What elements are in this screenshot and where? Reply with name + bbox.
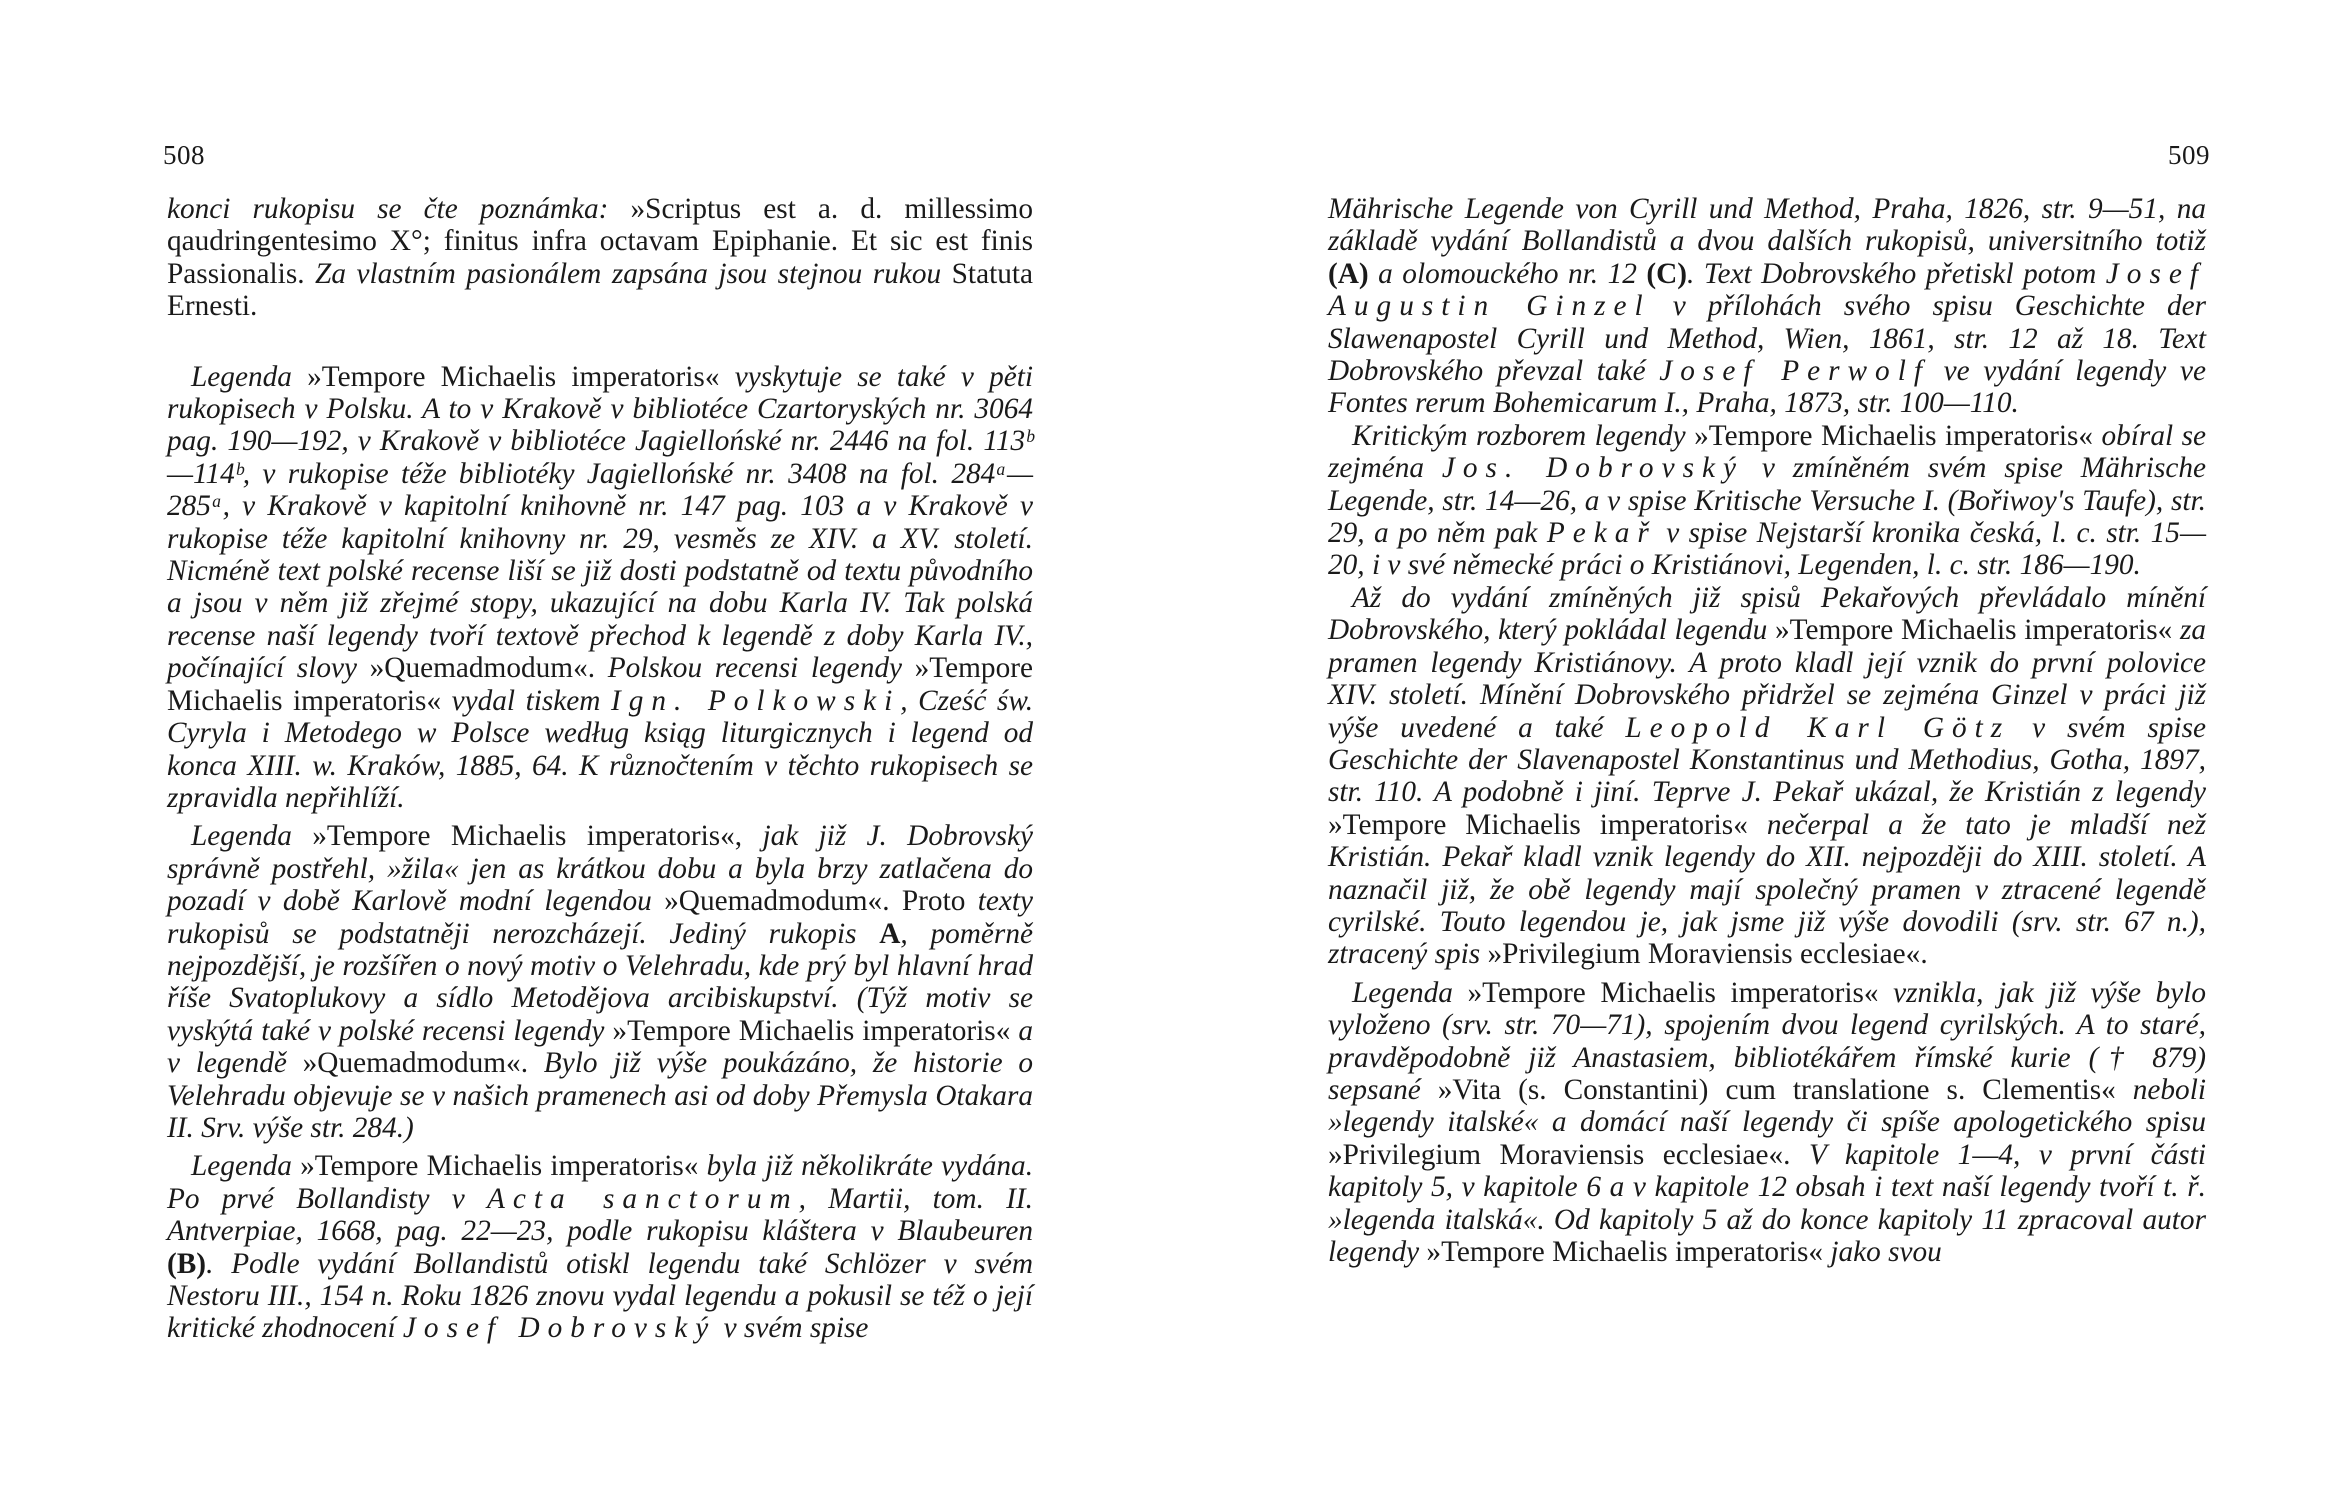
text-run: nečerpal a že tato je mladší než Kristián. Pekař kladl vznik legendy do XII. nejpozději do XIII. století. A naznačil již, že obě legendy mají společný pramen v ztracené legendě cyrilské. Touto legendou je, jak jsme již výše dovodili (srv. str. 67 n.), ztracený spis: [1328, 808, 2206, 971]
text-run: Legenda: [1352, 976, 1468, 1009]
text-run: jako svou: [1830, 1236, 1942, 1268]
paragraph: [167, 820, 1033, 1144]
text-run: v svém spise: [716, 1312, 869, 1345]
text-run: »Tempore Michaelis imperatoris«: [1426, 1236, 1831, 1268]
text-run: Statuta Ernesti.: [167, 257, 1034, 323]
text-run: (B): [167, 1247, 207, 1280]
text-run: v spise Nejstarší kronika česká, l. c. str. 15—20, i v své německé práci o Kristiánovi, Legenden, l. c. str. 186—190.: [1328, 517, 2207, 582]
text-run: »Tempore Michaelis imperatoris«: [167, 652, 1033, 717]
text-run: (A): [1328, 257, 1369, 290]
text-run: »Quemadmodum«.: [302, 1047, 544, 1080]
text-run: . Text Dobrovského přetiskl potom: [1687, 257, 2106, 290]
paragraph: [1328, 582, 2206, 971]
text-run: Mährische Legende von Cyrill und Method, Praha, 1826, str. 9—51, na základě vydání Bollandistů a dvou dalších rukopisů, universitního totiž: [1328, 193, 2206, 258]
text-run: Legenda: [191, 820, 313, 853]
text-run: »Quemadmodum«. Proto: [664, 885, 978, 918]
text-run: »Tempore Michaelis imperatoris«: [1328, 808, 1767, 841]
text-run: Josef Augustin Ginzel: [1328, 257, 2206, 323]
text-run: »Quemadmodum«.: [369, 652, 608, 685]
text-run: ve vydání legendy ve Fontes rerum Bohemicarum I., Praha, 1873, str. 100—110.: [1328, 355, 2206, 420]
paragraph: [1328, 420, 2206, 582]
page-number: 509: [2168, 140, 2210, 170]
text-run: obíral se zejména: [1328, 419, 2206, 485]
text-run: jen as krátkou dobu a byla brzy zatlačena do pozadí v době Karlově modní legendou: [167, 852, 1033, 918]
text-run: neboli »legendy italské« a domácí naší legendy či spíše apologetického spisu: [1328, 1073, 2206, 1139]
text-run: a olomouckého nr. 12: [1368, 257, 1647, 290]
text-run: Bylo již výše poukázáno, že historie o Velehradu objevuje se v našich pramenech asi od doby Přemysla Otakara II. Srv. výše str. 284.): [167, 1047, 1033, 1144]
text-run: , Cześć św. Cyryla i Metodego w Polsce według ksiąg liturgicznych i legend od konca XIII. w. Kraków, 1885, 64. K různočtením v těchto rukopisech se zpravidla nepřihlíží.: [167, 684, 1034, 814]
text-run: vyskytuje se také v pěti rukopisech v Polsku. A to v Krakově v bibliotéce Czartoryských nr. 3064 pag. 190—192, v Krakově v bibliotéce Jagiellońské nr. 2446 na fol. 113ᵇ—114ᵇ, v rukopise téže bibliotéky Jagiellońské nr. 3408 na fol. 284ᵃ—285ᵃ, v Krakově v kapitolní knihovně nr. 147 pag. 103 a v Krakově v rukopise téže kapitolní knihovny nr. 29, vesměs ze XIV. a XV. století. Nicméně text polské recense liší se již dosti podstatně od textu původního a jsou v něm již zřejmé stopy, ukazující na dobu Karla IV. Tak polská recense naší legendy tvoří textově přechod k legendě z doby Karla IV., počínající slovy: [167, 360, 1034, 685]
text-run: »Tempore Michaelis imperatoris«: [1774, 614, 2180, 647]
text-run: Za vlastním pasionálem zapsána jsou stejnou rukou: [315, 257, 952, 290]
text-run: »Tempore Michaelis imperatoris«: [612, 1014, 1019, 1047]
text-run: konci rukopisu se čte poznámka:: [167, 193, 631, 225]
right-page: [1328, 0, 2210, 1500]
text-run: jak již J. Dobrovský správně postřehl,: [167, 820, 1034, 885]
paragraph: [167, 1150, 1033, 1344]
text-run: (C): [1646, 257, 1688, 290]
text-run: Legenda: [191, 1150, 301, 1183]
text-run: Pekař: [1546, 517, 1657, 550]
page-body: [1328, 193, 2206, 1268]
text-run: Jos. Dobrovský: [1441, 452, 1744, 485]
text-run: v zmíněném svém spise Mährische Legende, str. 14—26, a v spise Kritische Versuche I. (Bořiwoy's Taufe), str. 29, a po něm pak: [1328, 452, 2207, 550]
text-run: za pramen legendy Kristiánovy. A proto kladl její vznik do první polovice XIV. století. Mínění Dobrovského přidržel se zejména Ginzel v práci již výše uvedené a také: [1328, 614, 2207, 744]
text-run: Josef Dobrovský: [402, 1312, 717, 1345]
text-run: Až do vydání zmíněných již spisů Pekařových převládalo mínění Dobrovského, který pokládal legendu: [1328, 581, 2206, 647]
text-run: »Vita (s. Constantini) cum translatione s. Clementis«: [1437, 1073, 2133, 1106]
text-run: Leopold Karl Götz: [1625, 711, 2011, 744]
paragraph: [167, 193, 1033, 323]
text-run: »Tempore Michaelis imperatoris«,: [312, 820, 763, 853]
text-run: Polskou recensi legendy: [607, 652, 915, 685]
text-run: »Tempore Michaelis imperatoris«: [300, 1150, 707, 1183]
text-run: Acta sanctorum: [487, 1182, 799, 1215]
text-run: Ign. Polkowski: [610, 684, 901, 717]
text-run: vydal tiskem: [451, 684, 611, 717]
text-run: v svém spise Geschichte der Slavenapostel Konstantinus und Methodius, Gotha, 1897, str. 110. A podobně i jiní. Teprve J. Pekař ukázal, že Kristián z legendy: [1328, 711, 2206, 809]
text-run: A: [879, 917, 901, 950]
text-run: Legenda: [191, 360, 308, 393]
paragraph: [1328, 977, 2206, 1269]
text-run: »žila«: [386, 852, 471, 885]
text-run: vznikla, jak již výše bylo vyloženo (srv. str. 70—71), spojením dvou legend cyrilských. A to staré, pravděpodobně již Anastasiem, bibliotékářem římské kurie († 879) sepsané: [1328, 976, 2206, 1106]
page-number: 508: [163, 140, 205, 170]
text-run: »Privilegium Moraviensis ecclesiae«.: [1328, 1138, 1809, 1171]
text-run: »Tempore Michaelis imperatoris«: [307, 360, 735, 393]
text-run: »Scriptus est a. d. millessimo qaudringentesimo X°; finitus infra octavam Epiphanie. Et sic est finis Passionalis.: [167, 193, 1033, 290]
text-run: »Tempore Michaelis imperatoris«: [1694, 419, 2102, 452]
left-page: [155, 0, 1033, 1500]
paragraph: [1328, 193, 2206, 420]
text-run: . Podle vydání Bollandistů otiskl legendu také Schlözer v svém Nestoru III., 154 n. Roku 1826 znovu vydal legendu a pokusil se též o její kritické zhodnocení: [167, 1247, 1033, 1345]
page-body: [167, 193, 1033, 1345]
paragraph: [167, 361, 1033, 815]
text-run: byla již několikráte vydána. Po prvé Bollandisty v: [167, 1150, 1034, 1215]
text-run: »Privilegium Moraviensis ecclesiae«.: [1487, 938, 1928, 971]
text-run: texty rukopisů se podstatněji nerozcházejí. Jediný rukopis: [167, 885, 1033, 950]
text-run: Josef Perwolf: [1659, 355, 1930, 388]
text-run: Kritickým rozborem legendy: [1352, 419, 1695, 452]
text-run: , Martii, tom. II. Antverpiae, 1668, pag. 22—23, podle rukopisu kláštera v Blaubeuren: [167, 1182, 1033, 1248]
text-run: v přílohách svého spisu Geschichte der Slawenapostel Cyrill und Method, Wien, 1861, str. 12 až 18. Text Dobrovského převzal také: [1328, 290, 2206, 388]
text-run: V kapitole 1—4, v první části kapitoly 5, v kapitole 6 a v kapitole 12 obsah i text naší legendy tvoří t. ř. »legenda italská«. Od kapitoly 5 až do konce kapitoly 11 zpracoval autor legendy: [1328, 1138, 2206, 1268]
text-run: , poměrně nejpozdější, je rozšířen o nový motiv o Velehradu, kde prý byl hlavní hrad říše Svatoplukovy a sídlo Metodějova arcibiskupství. (Týž motiv se vyskýtá také v polské recensi legendy: [167, 917, 1033, 1047]
text-run: a v legendě: [167, 1014, 1034, 1080]
text-run: »Tempore Michaelis imperatoris«: [1467, 976, 1894, 1009]
